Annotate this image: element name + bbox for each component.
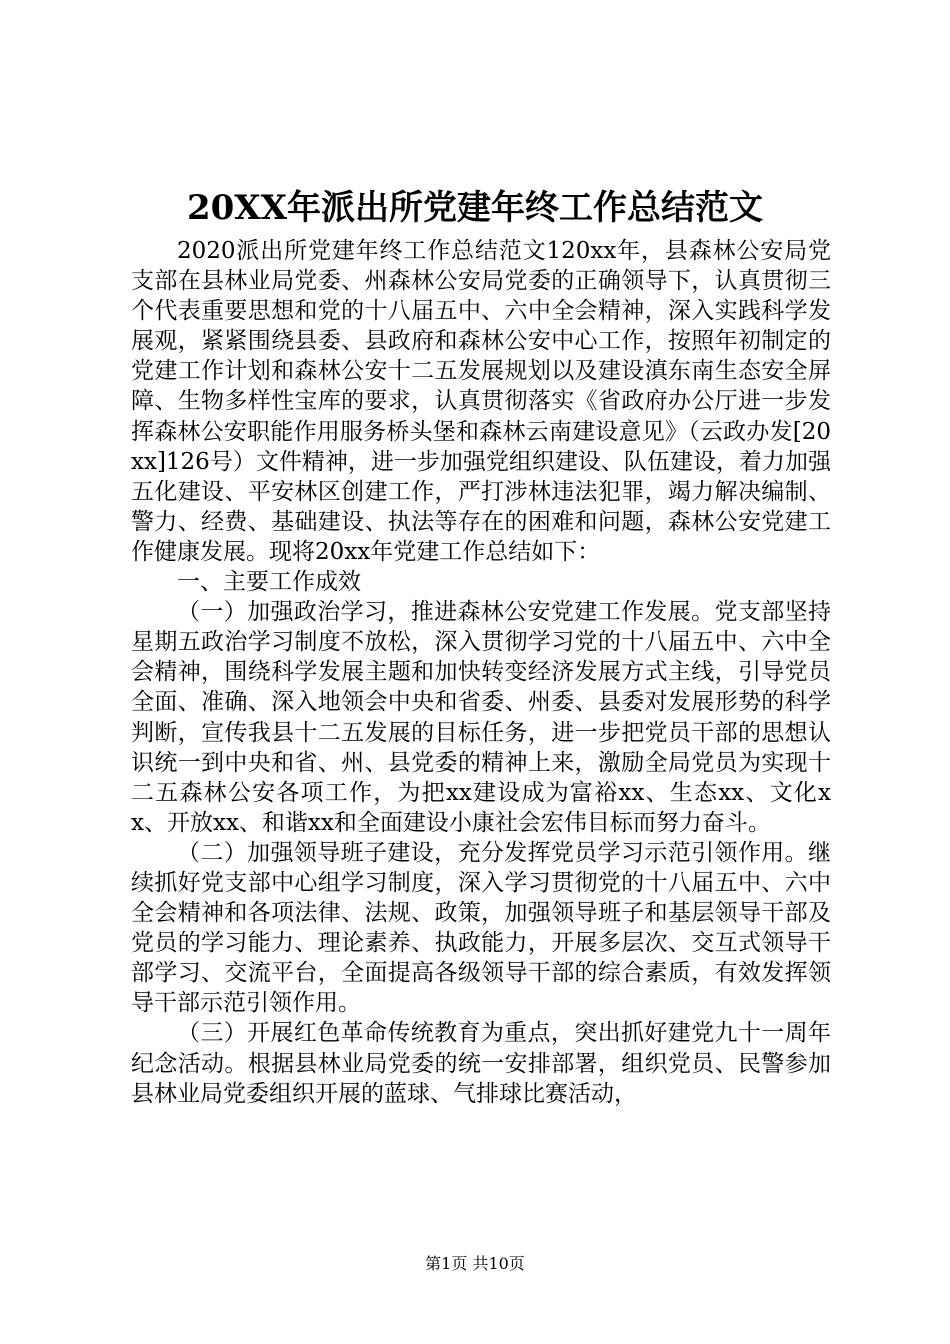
item-paragraph-1: （一）加强政治学习，推进森林公安党建工作发展。党支部坚持星期五政治学习制度不放松，深入贯彻学习党的十八届五中、六中全会精神，围绕科学发展主题和加快转变经济发展方式主线，引导党员全面、准确、深入地领会中央和省委、州委、县委对发展形势的科学判断，宣传我县十二五发展的目标任务，进一步把党员干部的思想认识统一到中央和省、州、县党委的精神上来，激励全局党员为实现十二五森林公安各项工作，为把xx建设成为富裕xx、生态xx、文化xx、开放xx、和谐xx和全面建设小康社会宏伟目标而努力奋斗。 xyxy=(131,599,831,836)
page-number-footer: 第1页 共10页 xyxy=(425,1254,525,1273)
section-heading: 一、主要工作成效 xyxy=(177,569,361,596)
item-paragraph-2: （二）加强领导班子建设，充分发挥党员学习示范引领作用。继续抓好党支部中心组学习制度，深入学习贯彻党的十八届五中、六中全会精神和各项法律、法规、政策，加强领导班子和基层领导干部及党员的学习能力、理论素养、执政能力，开展多层次、交互式领导干部学习、交流平台，全面提高各级领导干部的综合素质，有效发挥领导干部示范引领作用。 xyxy=(131,839,831,1017)
document-title: 20XX年派出所党建年终工作总结范文 xyxy=(186,188,764,228)
intro-paragraph: 2020派出所党建年终工作总结范文120xx年，县森林公安局党支部在县林业局党委、州森林公安局党委的正确领导下，认真贯彻三个代表重要思想和党的十八届五中、六中全会精神，深入实践科学发展观，紧紧围绕县委、县政府和森林公安中心工作，按照年初制定的党建工作计划和森林公安十二五发展规划以及建设滇东南生态安全屏障、生物多样性宝库的要求，认真贯彻落实《省政府办公厅进一步发挥森林公安职能作用服务桥头堡和森林云南建设意见》（云政办发[20xx]126号）文件精神，进一步加强党组织建设、队伍建设，着力加强五化建设、平安林区创建工作，严打涉林违法犯罪，竭力解决编制、警力、经费、基础建设、执法等存在的困难和问题，森林公安党建工作健康发展。现将20xx年党建工作总结如下： xyxy=(131,238,831,565)
document-body xyxy=(131,236,831,1109)
item-paragraph-3: （三）开展红色革命传统教育为重点，突出抓好建党九十一周年纪念活动。根据县林业局党委的统一安排部署，组织党员、民警参加县林业局党委组织开展的蓝球、气排球比赛活动， xyxy=(131,1020,831,1107)
